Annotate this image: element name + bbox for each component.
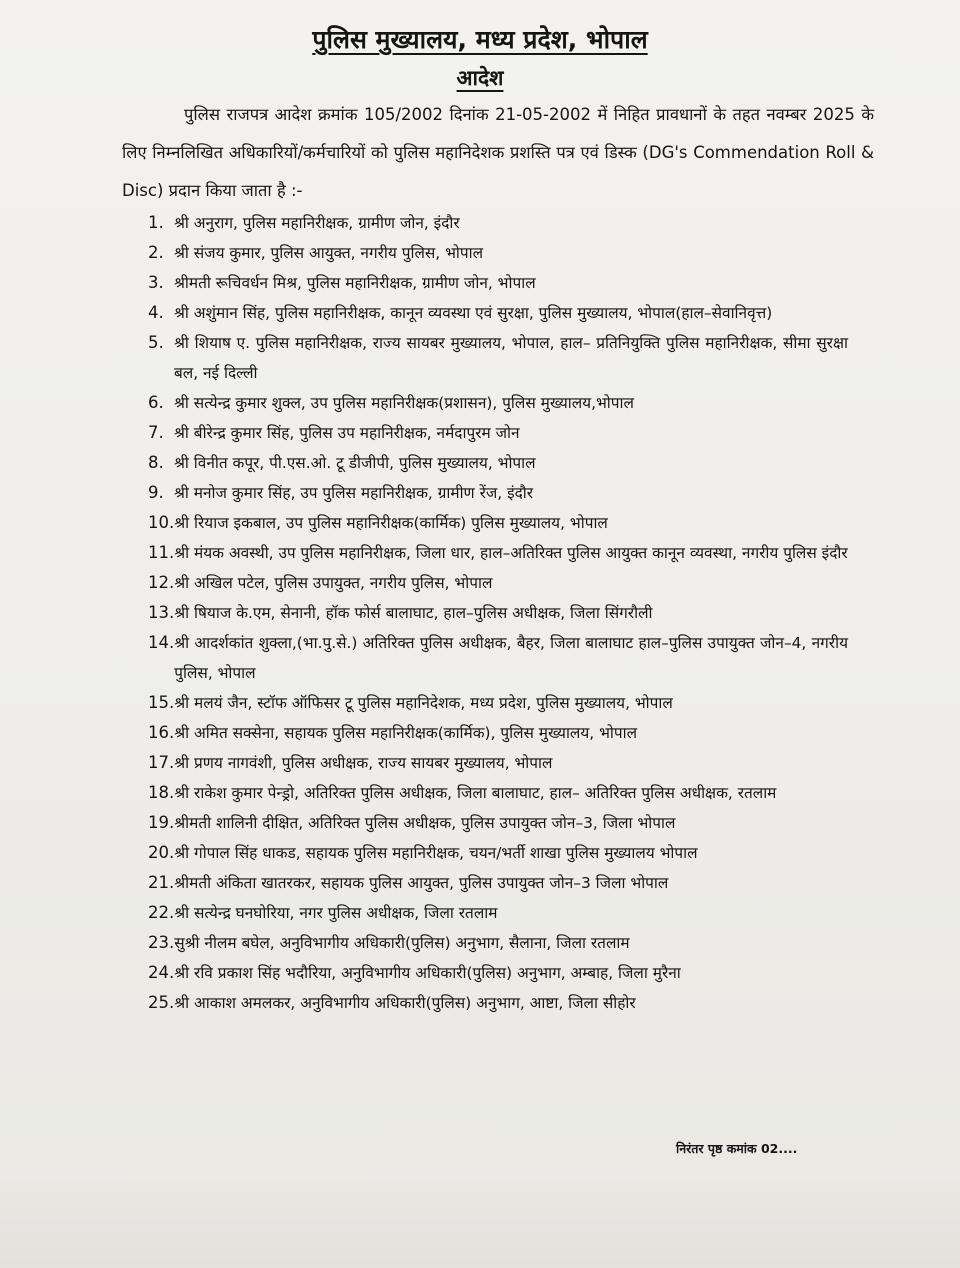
item-number: 25. — [148, 993, 175, 1012]
item-text: श्री आदर्शकांत शुक्ला,(भा.पु.से.) अतिरिक्त पुलिस अधीक्षक, बैहर, जिला बालाघाट हाल–पुलिस उपायुक्त जोन–4, नगरीय पुलिस, भोपाल — [174, 634, 848, 682]
list-item — [148, 328, 848, 388]
item-number: 19. — [148, 813, 175, 832]
item-text: श्री राकेश कुमार पेन्ड्रो, अतिरिक्त पुलिस अधीक्षक, जिला बालाघाट, हाल– अतिरिक्त पुलिस अधीक्षक, रतलाम — [174, 784, 777, 802]
item-text: श्री बीरेन्द्र कुमार सिंह, पुलिस उप महानिरीक्षक, नर्मदापुरम जोन — [174, 424, 520, 442]
list-item — [148, 298, 848, 328]
item-text: श्रीमती अंकिता खातरकर, सहायक पुलिस आयुक्त, पुलिस उपायुक्त जोन–3 जिला भोपाल — [174, 874, 669, 892]
item-number: 12. — [148, 573, 175, 592]
item-text: श्री रियाज इकबाल, उप पुलिस महानिरीक्षक(कार्मिक) पुलिस मुख्यालय, भोपाल — [174, 514, 608, 532]
item-number: 23. — [148, 933, 175, 952]
item-text: श्री अखिल पटेल, पुलिस उपायुक्त, नगरीय पुलिस, भोपाल — [174, 574, 493, 592]
item-number: 7. — [148, 423, 164, 442]
awardee-list — [148, 208, 848, 1018]
item-number: 24. — [148, 963, 175, 982]
item-text: श्री रवि प्रकाश सिंह भदौरिया, अनुविभागीय अधिकारी(पुलिस) अनुभाग, अम्बाह, जिला मुरैना — [174, 964, 681, 982]
item-number: 9. — [148, 483, 164, 502]
list-item — [148, 478, 848, 508]
item-number: 22. — [148, 903, 175, 922]
item-number: 1. — [148, 213, 164, 232]
item-number: 18. — [148, 783, 175, 802]
list-item — [148, 988, 848, 1018]
list-item — [148, 928, 848, 958]
item-number: 21. — [148, 873, 175, 892]
item-text: श्री प्रणय नागवंशी, पुलिस अधीक्षक, राज्य सायबर मुख्यालय, भोपाल — [174, 754, 553, 772]
item-number: 4. — [148, 303, 164, 322]
item-text: श्री मलयं जैन, स्टॉफ ऑफिसर टू पुलिस महानिदेशक, मध्य प्रदेश, पुलिस मुख्यालय, भोपाल — [174, 694, 673, 712]
item-number: 10. — [148, 513, 175, 532]
item-text: श्री सत्येन्द्र घनघोरिया, नगर पुलिस अधीक्षक, जिला रतलाम — [174, 904, 498, 922]
list-item — [148, 778, 848, 808]
item-text: श्री अमित सक्सेना, सहायक पुलिस महानिरीक्षक(कार्मिक), पुलिस मुख्यालय, भोपाल — [174, 724, 638, 742]
item-text: सुश्री नीलम बघेल, अनुविभागीय अधिकारी(पुलिस) अनुभाग, सैलाना, जिला रतलाम — [174, 934, 630, 952]
item-number: 15. — [148, 693, 175, 712]
list-item — [148, 958, 848, 988]
item-text: श्री मंयक अवस्थी, उप पुलिस महानिरीक्षक, जिला धार, हाल–अतिरिक्त पुलिस आयुक्त कानून व्यवस्था, नगरीय पुलिस इंदौर — [174, 544, 848, 562]
list-item — [148, 268, 848, 298]
order-title: आदेश — [456, 66, 504, 90]
intro-paragraph: पुलिस राजपत्र आदेश क्रमांक 105/2002 दिनांक 21-05-2002 में निहित प्रावधानों के तहत नवम्बर 2025 के लिए निम्नलिखित अधिकारियों/कर्मचारियों को पुलिस महानिदेशक प्रशस्ति पत्र एवं डिस्क (DG's Commendation Roll & Disc) प्रदान किया जाता है :- — [122, 105, 874, 200]
item-text: श्री विनीत कपूर, पी.एस.ओ. टू डीजीपी, पुलिस मुख्यालय, भोपाल — [174, 454, 536, 472]
list-item — [148, 718, 848, 748]
item-number: 13. — [148, 603, 175, 622]
list-item — [148, 688, 848, 718]
item-number: 2. — [148, 243, 164, 262]
item-number: 5. — [148, 333, 164, 352]
list-item — [148, 598, 848, 628]
item-number: 11. — [148, 543, 175, 562]
item-text: श्री मनोज कुमार सिंह, उप पुलिस महानिरीक्षक, ग्रामीण रेंज, इंदौर — [174, 484, 534, 502]
item-text: श्री सत्येन्द्र कुमार शुक्ल, उप पुलिस महानिरीक्षक(प्रशासन), पुलिस मुख्यालय,भोपाल — [174, 394, 634, 412]
list-item — [148, 418, 848, 448]
list-item — [148, 838, 848, 868]
list-item — [148, 628, 848, 688]
list-item — [148, 748, 848, 778]
item-number: 20. — [148, 843, 175, 862]
list-item — [148, 208, 848, 238]
item-number: 14. — [148, 633, 175, 652]
list-item — [148, 868, 848, 898]
item-number: 3. — [148, 273, 164, 292]
item-number: 17. — [148, 753, 175, 772]
item-text: श्री आकाश अमलकर, अनुविभागीय अधिकारी(पुलिस) अनुभाग, आष्टा, जिला सीहोर — [174, 994, 636, 1012]
list-item — [148, 538, 848, 568]
list-item — [148, 238, 848, 268]
item-text: श्री शियाष ए. पुलिस महानिरीक्षक, राज्य सायबर मुख्यालय, भोपाल, हाल– प्रतिनियुक्ति पुलिस महानिरीक्षक, सीमा सुरक्षा बल, नई दिल्ली — [174, 334, 848, 382]
list-item — [148, 448, 848, 478]
item-text: श्री संजय कुमार, पुलिस आयुक्त, नगरीय पुलिस, भोपाल — [174, 244, 484, 262]
item-text: श्रीमती रूचिवर्धन मिश्र, पुलिस महानिरीक्षक, ग्रामीण जोन, भोपाल — [174, 274, 536, 292]
continued-note: निरंतर पृष्ठ कमांक 02.... — [676, 1141, 798, 1156]
list-item — [148, 898, 848, 928]
item-number: 8. — [148, 453, 164, 472]
item-text: श्री अनुराग, पुलिस महानिरीक्षक, ग्रामीण जोन, इंदौर — [174, 214, 460, 232]
page-bottom-shade — [0, 1178, 960, 1268]
item-text: श्री गोपाल सिंह धाकड, सहायक पुलिस महानिरीक्षक, चयन/भर्ती शाखा पुलिस मुख्यालय भोपाल — [174, 844, 698, 862]
item-number: 16. — [148, 723, 175, 742]
item-text: श्री अशुंमान सिंह, पुलिस महानिरीक्षक, कानून व्यवस्था एवं सुरक्षा, पुलिस मुख्यालय, भोपाल(हाल–सेवानिवृत्त) — [174, 304, 773, 322]
item-text: श्रीमती शालिनी दीक्षित, अतिरिक्त पुलिस अधीक्षक, पुलिस उपायुक्त जोन–3, जिला भोपाल — [174, 814, 676, 832]
office-title: पुलिस मुख्यालय, मध्य प्रदेश, भोपाल — [312, 25, 648, 54]
list-item — [148, 508, 848, 538]
item-number: 6. — [148, 393, 164, 412]
list-item — [148, 388, 848, 418]
list-item — [148, 568, 848, 598]
item-text: श्री षियाज के.एम, सेनानी, हॉक फोर्स बालाघाट, हाल–पुलिस अधीक्षक, जिला सिंगरौली — [174, 604, 653, 622]
list-item — [148, 808, 848, 838]
